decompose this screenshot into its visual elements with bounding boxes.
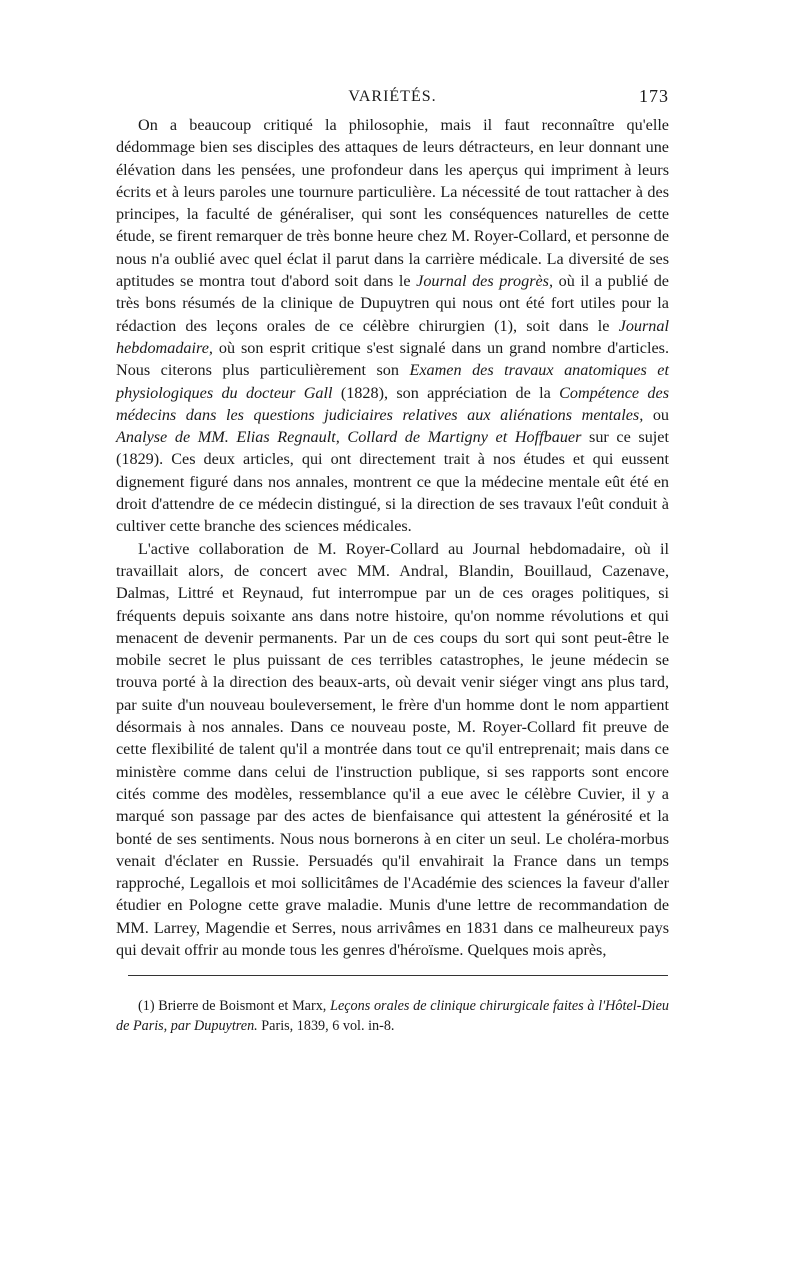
footnote [116,996,669,1036]
paragraph-1-text: On a beaucoup critiqué la philosophie, mais il faut reconnaître qu'elle dédommage bien ses disciples des attaques de leurs détracteurs, en leur donnant une élévation dans les pensées, une profondeur dans les aperçus qui impriment à leurs écrits et à leurs paroles une tournure particulière. La nécessité de tout rattacher à des principes, la faculté de généraliser, qui sont les conséquences naturelles de cette étude, se firent remarquer de très bonne heure chez M. Royer-Collard, et personne de nous n'a oublié avec quel éclat il parut dans la carrière médicale. La diversité de ses aptitudes se montra tout d'abord soit dans le [116,116,669,291]
book-page [116,80,669,1050]
footnote-divider [128,975,668,976]
body-text [116,114,669,961]
paragraph-1-text: où son esprit critique s'est signalé dans un grand nombre d'articles. Nous citerons plus particulièrement son [116,338,669,380]
page-header [116,80,669,114]
footnote-text: (1) Brierre de Boismont et Marx, [138,998,331,1015]
page-number: 173 [639,86,669,106]
journal-des-progres-title: Journal des progrès, [416,272,554,291]
competence-title: Compétence des médecins dans les questions judiciaires relatives aux aliénations mentales, [116,383,669,424]
analyse-title: Analyse de MM. Elias Regnault, Collard de Martigny et Hoffbauer [116,428,582,447]
paragraph-1 [116,114,669,538]
journal-hebdomadaire-title: Journal hebdomadaire, [116,316,669,357]
footnote-text: Paris, 1839, 6 vol. in-8. [257,1018,395,1035]
paragraph-1-text: (1828), son appréciation de la [332,383,560,402]
paragraph-1-text: où il a publié de très bons résumés de la clinique de Dupuytren qui nous ont été fort utiles pour la rédaction des leçons orales de ce célèbre chirurgien (1), soit dans le [116,272,669,335]
running-title: VARIÉTÉS. [348,88,437,105]
examen-title: Examen des travaux anatomiques et physiologiques du docteur Gall [116,361,669,402]
paragraph-1-text: sur ce sujet (1829). Ces deux articles, qui ont directement trait à nos études et qui eussent dignement figuré dans nos annales, montrent ce que la médecine mentale eût été en droit d'attendre de ce médecin distingué, si la direction de ses travaux l'eût conduit à cultiver cette branche des sciences médicales. [116,428,669,536]
paragraph-1-text: ou [643,405,670,424]
footnote-book-title: Leçons orales de clinique chirurgicale faites à l'Hôtel-Dieu de Paris, par Dupuytren. [116,998,670,1035]
paragraph-2: L'active collaboration de M. Royer-Collard au Journal hebdomadaire, où il travaillait alors, de concert avec MM. Andral, Blandin, Bouillaud, Cazenave, Dalmas, Littré et Reynaud, fut interrompue par un de ces orages politiques, si fréquents depuis soixante ans dans notre histoire, qu'on nomme révolutions et qui menacent de devenir permanents. Par un de ces coups du sort qui sont peut-être le mobile secret le plus puissant de ces terribles catastrophes, le jeune médecin se trouva porté à la direction des beaux-arts, où devait venir siéger vingt ans plus tard, par suite d'un nouveau bouleversement, le frère d'un homme dont le nom appartient désormais à nos annales. Dans ce nouveau poste, M. Royer-Collard fit preuve de cette flexibilité de talent qu'il a montrée dans tout ce qu'il entreprenait; mais dans ce ministère comme dans celui de l'instruction publique, si ses rapports sont encore cités comme des modèles, ressemblance qu'il a eue avec le célèbre Cuvier, il y a marqué son passage par des actes de bienfaisance qui attestent la générosité et la bonté de ses sentiments. Nous nous bornerons à en citer un seul. Le choléra-morbus venait d'éclater en Russie. Persuadés qu'il envahirait la France dans un temps rapproché, Legallois et moi sollicitâmes de l'Académie des sciences la faveur d'aller étudier en Pologne cette grave maladie. Munis d'une lettre de recommandation de MM. Larrey, Magendie et Serres, nous arrivâmes en 1831 dans ce malheureux pays qui devait offrir au monde tous les genres d'héroïsme. Quelques mois après, [116,539,669,959]
